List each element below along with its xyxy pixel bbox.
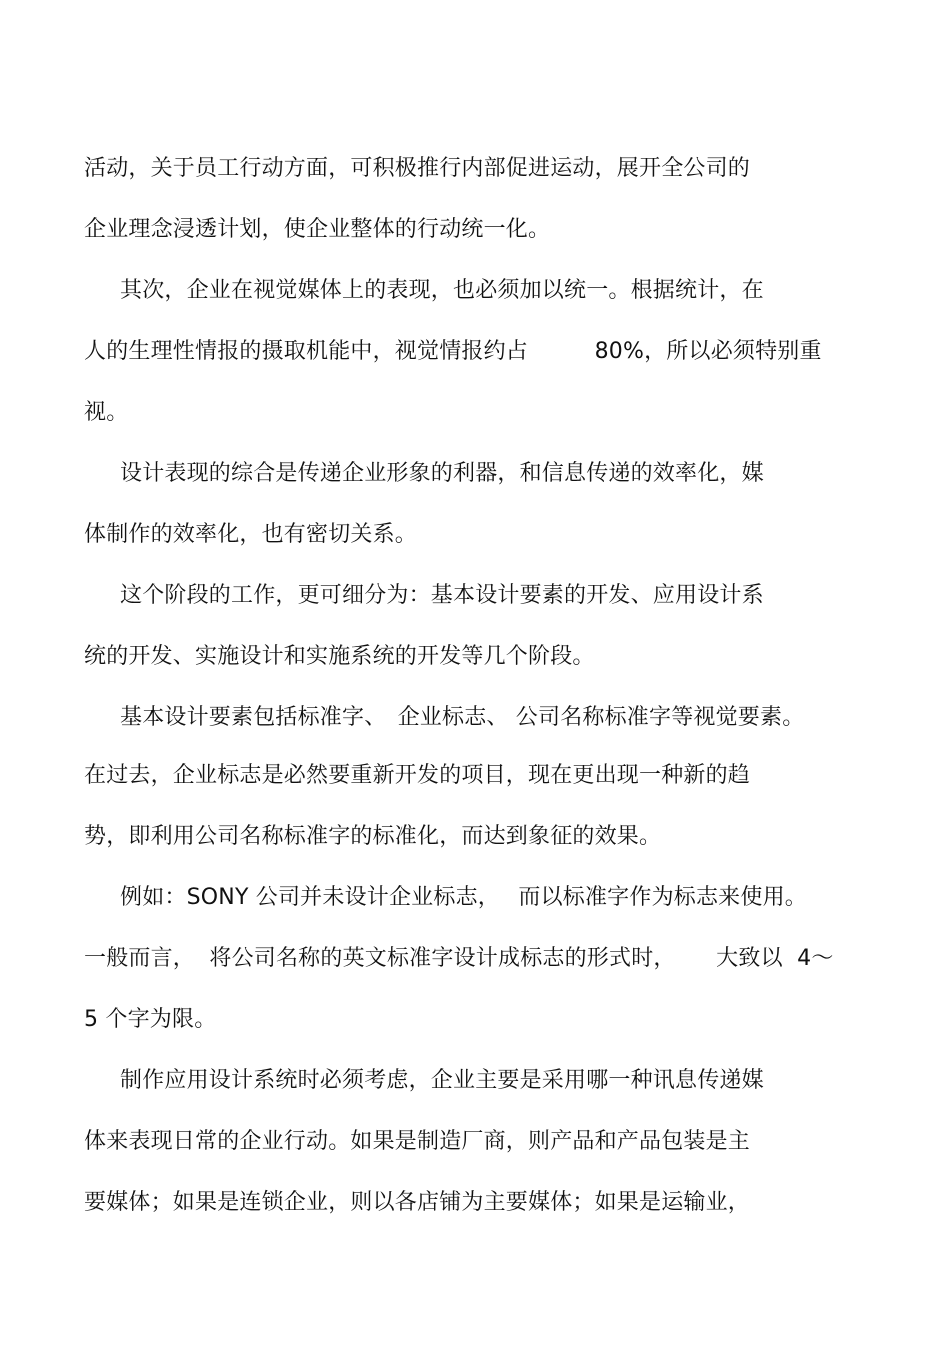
text-line-1: 活动，关于员工行动方面，可积极推行内部促进运动，展开全公司的: [84, 156, 751, 181]
text-line-15: 5 个字为限。: [84, 1007, 217, 1032]
paragraph-start-line-8: 这个阶段的工作，更可细分为：基本设计要素的开发、应用设计系: [120, 583, 764, 608]
text-line-4: 人的生理性情报的摄取机能中，视觉情报约占 80%，所以必须特别重: [84, 339, 822, 364]
text-line-11: 在过去，企业标志是必然要重新开发的项目，现在更出现一种新的趋: [84, 763, 751, 788]
text-line-14: 一般而言， 将公司名称的英文标准字设计成标志的形式时， 大致以 4～: [84, 946, 834, 971]
text-line-5: 视。: [84, 400, 129, 425]
text-line-12: 势，即利用公司名称标准字的标准化，而达到象征的效果。: [84, 824, 662, 849]
text-line-18: 要媒体；如果是连锁企业，则以各店铺为主要媒体；如果是运输业，: [84, 1190, 751, 1215]
paragraph-start-line-16: 制作应用设计系统时必须考虑，企业主要是采用哪一种讯息传递媒: [120, 1068, 764, 1093]
paragraph-start-line-6: 设计表现的综合是传递企业形象的利器，和信息传递的效率化，媒: [120, 461, 764, 486]
paragraph-start-line-10: 基本设计要素包括标准字、 企业标志、 公司名称标准字等视觉要素。: [120, 705, 805, 730]
paragraph-start-line-3: 其次，企业在视觉媒体上的表现，也必须加以统一。根据统计，在: [120, 278, 764, 303]
text-line-7: 体制作的效率化，也有密切关系。: [84, 522, 418, 547]
paragraph-start-line-13: 例如：SONY 公司并未设计企业标志， 而以标准字作为标志来使用。: [120, 885, 807, 910]
text-line-17: 体来表现日常的企业行动。如果是制造厂商，则产品和产品包装是主: [84, 1129, 751, 1154]
text-line-9: 统的开发、实施设计和实施系统的开发等几个阶段。: [84, 644, 595, 669]
text-line-2: 企业理念浸透计划，使企业整体的行动统一化。: [84, 217, 551, 242]
